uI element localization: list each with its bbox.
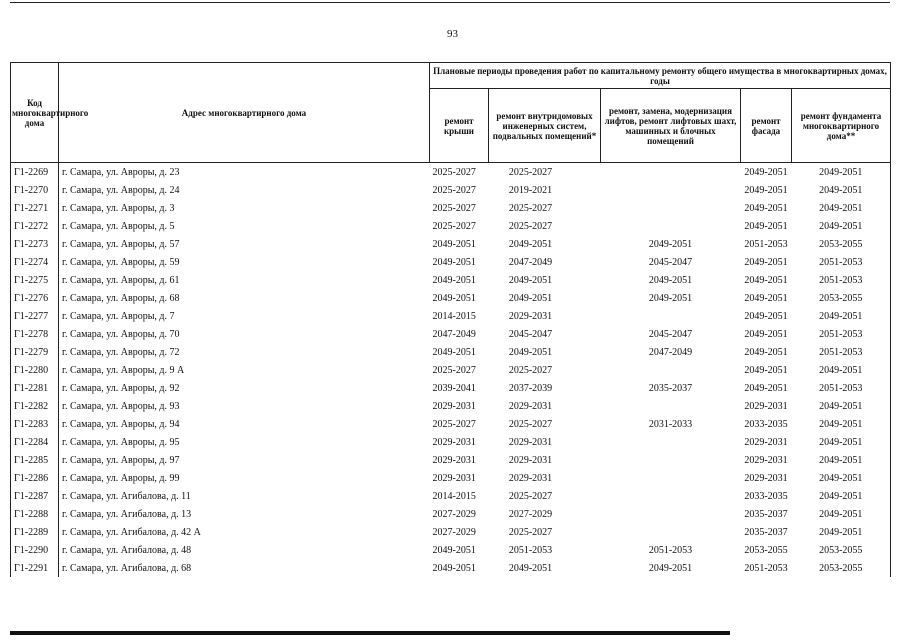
engineering-systems-cell: 2025-2027 — [508, 418, 553, 430]
foundation-repair-cell: 2049-2051 — [792, 397, 891, 415]
roof-repair-cell: 2014-2015 — [432, 490, 476, 502]
lift-repair-cell: 2049-2051 — [648, 274, 693, 286]
house-code-cell: Г1-2270 — [11, 181, 59, 199]
house-code-cell: Г1-2285 — [11, 451, 59, 469]
lift-repair-cell: 2045-2047 — [648, 256, 693, 268]
house-code-cell: Г1-2281 — [11, 379, 59, 397]
bottom-rule — [10, 631, 730, 635]
table-row — [11, 199, 891, 217]
house-code-cell: Г1-2275 — [11, 271, 59, 289]
table-row — [11, 487, 891, 505]
facade-repair-cell: 2029-2031 — [744, 436, 788, 448]
foundation-repair-cell: 2049-2051 — [792, 469, 891, 487]
facade-repair-cell: 2049-2051 — [744, 202, 788, 214]
header-lifts: ремонт, замена, модернизация лифтов, ремонт лифтовых шахт, машинных и блочных помещений — [601, 89, 741, 163]
address-cell: г. Самара, ул. Авроры, д. 95 — [59, 433, 430, 451]
table-row — [11, 415, 891, 433]
header-code: Код многоквартирного дома — [11, 63, 59, 163]
lift-repair-cell: 2049-2051 — [648, 292, 693, 304]
house-code-cell: Г1-2272 — [11, 217, 59, 235]
facade-repair-cell: 2049-2051 — [744, 310, 788, 322]
address-cell: г. Самара, ул. Авроры, д. 57 — [59, 235, 430, 253]
table-row — [11, 379, 891, 397]
engineering-systems-cell: 2049-2051 — [508, 292, 553, 304]
roof-repair-cell: 2025-2027 — [432, 220, 476, 232]
foundation-repair-cell: 2053-2055 — [792, 235, 891, 253]
house-code-cell: Г1-2269 — [11, 163, 59, 182]
table-row — [11, 289, 891, 307]
address-cell: г. Самара, ул. Авроры, д. 61 — [59, 271, 430, 289]
foundation-repair-cell: 2051-2053 — [792, 253, 891, 271]
lift-repair-cell: 2031-2033 — [648, 418, 693, 430]
lift-repair-cell — [601, 181, 741, 199]
house-code-cell: Г1-2274 — [11, 253, 59, 271]
address-cell: г. Самара, ул. Авроры, д. 9 А — [59, 361, 430, 379]
lift-repair-cell — [601, 307, 741, 325]
header-periods: Плановые периоды проведения работ по капитальному ремонту общего имущества в многоквартирных домах, годы — [430, 63, 891, 89]
address-cell: г. Самара, ул. Авроры, д. 94 — [59, 415, 430, 433]
lift-repair-cell: 2051-2053 — [648, 544, 693, 556]
facade-repair-cell: 2029-2031 — [744, 472, 788, 484]
facade-repair-cell: 2049-2051 — [744, 292, 788, 304]
foundation-repair-cell: 2049-2051 — [792, 307, 891, 325]
lift-repair-cell — [601, 523, 741, 541]
roof-repair-cell: 2014-2015 — [432, 310, 476, 322]
roof-repair-cell: 2049-2051 — [432, 346, 476, 358]
table-row — [11, 559, 891, 577]
address-cell: г. Самара, ул. Авроры, д. 92 — [59, 379, 430, 397]
foundation-repair-cell: 2051-2053 — [792, 379, 891, 397]
address-cell: г. Самара, ул. Агибалова, д. 68 — [59, 559, 430, 577]
table-row — [11, 523, 891, 541]
house-code-cell: Г1-2277 — [11, 307, 59, 325]
foundation-repair-cell: 2053-2055 — [792, 541, 891, 559]
lift-repair-cell: 2045-2047 — [648, 328, 693, 340]
facade-repair-cell: 2033-2035 — [744, 418, 788, 430]
lift-repair-cell: 2035-2037 — [648, 382, 693, 394]
address-cell: г. Самара, ул. Авроры, д. 97 — [59, 451, 430, 469]
roof-repair-cell: 2025-2027 — [432, 364, 476, 376]
facade-repair-cell: 2049-2051 — [744, 346, 788, 358]
address-cell: г. Самара, ул. Авроры, д. 72 — [59, 343, 430, 361]
address-cell: г. Самара, ул. Авроры, д. 5 — [59, 217, 430, 235]
roof-repair-cell: 2039-2041 — [432, 382, 476, 394]
engineering-systems-cell: 2025-2027 — [508, 526, 553, 538]
facade-repair-cell: 2029-2031 — [744, 400, 788, 412]
lift-repair-cell — [601, 361, 741, 379]
house-code-cell: Г1-2273 — [11, 235, 59, 253]
address-cell: г. Самара, ул. Авроры, д. 24 — [59, 181, 430, 199]
table-row — [11, 343, 891, 361]
address-cell: г. Самара, ул. Авроры, д. 3 — [59, 199, 430, 217]
house-code-cell: Г1-2288 — [11, 505, 59, 523]
engineering-systems-cell: 2025-2027 — [508, 166, 553, 178]
lift-repair-cell — [601, 163, 741, 182]
facade-repair-cell: 2053-2055 — [744, 544, 788, 556]
engineering-systems-cell: 2025-2027 — [508, 490, 553, 502]
facade-repair-cell: 2049-2051 — [744, 184, 788, 196]
facade-repair-cell: 2049-2051 — [744, 166, 788, 178]
engineering-systems-cell: 2029-2031 — [508, 472, 553, 484]
address-cell: г. Самара, ул. Авроры, д. 23 — [59, 163, 430, 182]
engineering-systems-cell: 2049-2051 — [508, 346, 553, 358]
facade-repair-cell: 2035-2037 — [744, 526, 788, 538]
roof-repair-cell: 2025-2027 — [432, 166, 476, 178]
foundation-repair-cell: 2053-2055 — [792, 289, 891, 307]
top-rule — [10, 2, 890, 3]
lift-repair-cell — [601, 505, 741, 523]
repair-schedule-table — [10, 62, 891, 577]
lift-repair-cell — [601, 469, 741, 487]
foundation-repair-cell: 2049-2051 — [792, 361, 891, 379]
lift-repair-cell — [601, 397, 741, 415]
foundation-repair-cell: 2049-2051 — [792, 217, 891, 235]
house-code-cell: Г1-2278 — [11, 325, 59, 343]
header-foundation: ремонт фундамента многоквартирного дома** — [792, 89, 891, 163]
roof-repair-cell: 2025-2027 — [432, 184, 476, 196]
roof-repair-cell: 2049-2051 — [432, 256, 476, 268]
facade-repair-cell: 2049-2051 — [744, 256, 788, 268]
roof-repair-cell: 2029-2031 — [432, 400, 476, 412]
engineering-systems-cell: 2025-2027 — [508, 364, 553, 376]
engineering-systems-cell: 2049-2051 — [508, 274, 553, 286]
roof-repair-cell: 2029-2031 — [432, 436, 476, 448]
foundation-repair-cell: 2049-2051 — [792, 433, 891, 451]
address-cell: г. Самара, ул. Авроры, д. 99 — [59, 469, 430, 487]
engineering-systems-cell: 2019-2021 — [508, 184, 553, 196]
house-code-cell: Г1-2279 — [11, 343, 59, 361]
address-cell: г. Самара, ул. Агибалова, д. 48 — [59, 541, 430, 559]
engineering-systems-cell: 2049-2051 — [508, 238, 553, 250]
roof-repair-cell: 2029-2031 — [432, 454, 476, 466]
foundation-repair-cell: 2049-2051 — [792, 181, 891, 199]
facade-repair-cell: 2035-2037 — [744, 508, 788, 520]
page-number: 93 — [447, 28, 458, 40]
lift-repair-cell: 2049-2051 — [648, 238, 693, 250]
engineering-systems-cell: 2051-2053 — [508, 544, 553, 556]
table-row — [11, 325, 891, 343]
engineering-systems-cell: 2049-2051 — [508, 562, 553, 574]
engineering-systems-cell: 2029-2031 — [508, 454, 553, 466]
engineering-systems-cell: 2047-2049 — [508, 256, 553, 268]
header-address: Адрес многоквартирного дома — [59, 63, 430, 163]
foundation-repair-cell: 2053-2055 — [792, 559, 891, 577]
address-cell: г. Самара, ул. Агибалова, д. 42 А — [59, 523, 430, 541]
table-row — [11, 361, 891, 379]
foundation-repair-cell: 2049-2051 — [792, 523, 891, 541]
roof-repair-cell: 2049-2051 — [432, 238, 476, 250]
lift-repair-cell — [601, 487, 741, 505]
header-systems: ремонт внутридомовых инженерных систем, подвальных помещений* — [489, 89, 601, 163]
house-code-cell: Г1-2287 — [11, 487, 59, 505]
table-row — [11, 451, 891, 469]
facade-repair-cell: 2049-2051 — [744, 364, 788, 376]
engineering-systems-cell: 2027-2029 — [508, 508, 553, 520]
facade-repair-cell: 2051-2053 — [744, 562, 788, 574]
foundation-repair-cell: 2051-2053 — [792, 343, 891, 361]
house-code-cell: Г1-2286 — [11, 469, 59, 487]
foundation-repair-cell: 2049-2051 — [792, 163, 891, 182]
house-code-cell: Г1-2289 — [11, 523, 59, 541]
foundation-repair-cell: 2049-2051 — [792, 415, 891, 433]
facade-repair-cell: 2033-2035 — [744, 490, 788, 502]
facade-repair-cell: 2049-2051 — [744, 328, 788, 340]
address-cell: г. Самара, ул. Агибалова, д. 13 — [59, 505, 430, 523]
lift-repair-cell: 2049-2051 — [648, 562, 693, 574]
table-row — [11, 235, 891, 253]
foundation-repair-cell: 2051-2053 — [792, 271, 891, 289]
roof-repair-cell: 2025-2027 — [432, 418, 476, 430]
table-row — [11, 505, 891, 523]
engineering-systems-cell: 2029-2031 — [508, 436, 553, 448]
lift-repair-cell — [601, 217, 741, 235]
table-row — [11, 181, 891, 199]
house-code-cell: Г1-2291 — [11, 559, 59, 577]
table-row — [11, 217, 891, 235]
header-roof: ремонт крыши — [430, 89, 489, 163]
address-cell: г. Самара, ул. Авроры, д. 70 — [59, 325, 430, 343]
engineering-systems-cell: 2025-2027 — [508, 220, 553, 232]
header-facade: ремонт фасада — [741, 89, 792, 163]
foundation-repair-cell: 2049-2051 — [792, 199, 891, 217]
roof-repair-cell: 2049-2051 — [432, 562, 476, 574]
foundation-repair-cell: 2049-2051 — [792, 451, 891, 469]
lift-repair-cell: 2047-2049 — [648, 346, 693, 358]
house-code-cell: Г1-2271 — [11, 199, 59, 217]
facade-repair-cell: 2049-2051 — [744, 382, 788, 394]
table-row — [11, 433, 891, 451]
roof-repair-cell: 2049-2051 — [432, 544, 476, 556]
lift-repair-cell — [601, 433, 741, 451]
house-code-cell: Г1-2280 — [11, 361, 59, 379]
table-row — [11, 271, 891, 289]
address-cell: г. Самара, ул. Авроры, д. 93 — [59, 397, 430, 415]
engineering-systems-cell: 2037-2039 — [508, 382, 553, 394]
lift-repair-cell — [601, 199, 741, 217]
address-cell: г. Самара, ул. Авроры, д. 59 — [59, 253, 430, 271]
engineering-systems-cell: 2045-2047 — [508, 328, 553, 340]
table-row — [11, 163, 891, 182]
table-row — [11, 397, 891, 415]
engineering-systems-cell: 2029-2031 — [508, 310, 553, 322]
facade-repair-cell: 2029-2031 — [744, 454, 788, 466]
facade-repair-cell: 2049-2051 — [744, 220, 788, 232]
house-code-cell: Г1-2290 — [11, 541, 59, 559]
foundation-repair-cell: 2049-2051 — [792, 487, 891, 505]
table-row — [11, 307, 891, 325]
foundation-repair-cell: 2051-2053 — [792, 325, 891, 343]
house-code-cell: Г1-2282 — [11, 397, 59, 415]
foundation-repair-cell: 2049-2051 — [792, 505, 891, 523]
roof-repair-cell: 2049-2051 — [432, 292, 476, 304]
facade-repair-cell: 2049-2051 — [744, 274, 788, 286]
lift-repair-cell — [601, 451, 741, 469]
table-row — [11, 541, 891, 559]
roof-repair-cell: 2049-2051 — [432, 274, 476, 286]
address-cell: г. Самара, ул. Агибалова, д. 11 — [59, 487, 430, 505]
house-code-cell: Г1-2276 — [11, 289, 59, 307]
facade-repair-cell: 2051-2053 — [744, 238, 788, 250]
engineering-systems-cell: 2029-2031 — [508, 400, 553, 412]
roof-repair-cell: 2027-2029 — [432, 526, 476, 538]
house-code-cell: Г1-2283 — [11, 415, 59, 433]
roof-repair-cell: 2047-2049 — [432, 328, 476, 340]
roof-repair-cell: 2029-2031 — [432, 472, 476, 484]
house-code-cell: Г1-2284 — [11, 433, 59, 451]
engineering-systems-cell: 2025-2027 — [508, 202, 553, 214]
table-row — [11, 469, 891, 487]
roof-repair-cell: 2025-2027 — [432, 202, 476, 214]
address-cell: г. Самара, ул. Авроры, д. 68 — [59, 289, 430, 307]
roof-repair-cell: 2027-2029 — [432, 508, 476, 520]
table-row — [11, 253, 891, 271]
address-cell: г. Самара, ул. Авроры, д. 7 — [59, 307, 430, 325]
